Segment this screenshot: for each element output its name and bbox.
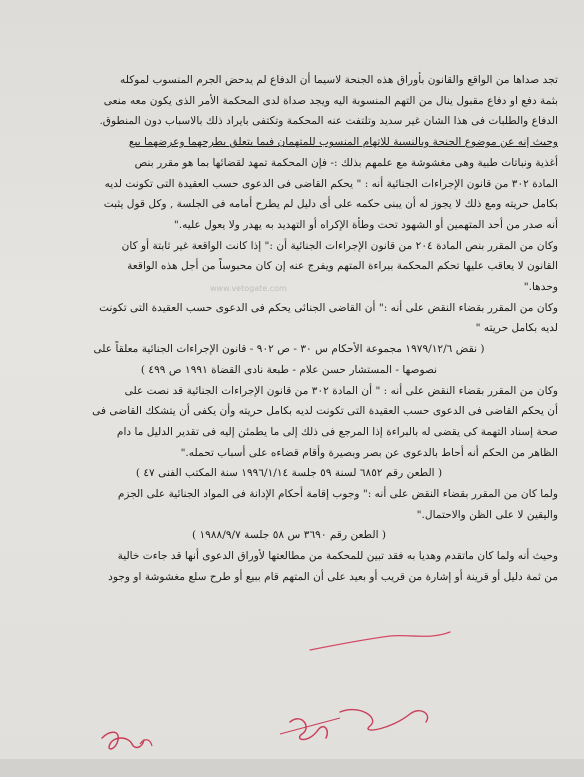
paragraph-line: واليقين لا على الظن والاحتمال." — [416, 508, 558, 521]
paragraph-line: بثمة دفع او دفاع مقبول ينال من التهم المنسوبة اليه ويجد صداة لدى المحكمة الأمر الذى يكون معه منعى — [103, 94, 558, 107]
citation-line: ( الطعن رقم ٦٨٥٢ لسنة ٥٩ جلسة ١٩٩٦/١/١٤ سنة المكتب الفنى ٤٧ ) — [135, 467, 443, 480]
paragraph-line: وحدها." — [523, 281, 558, 294]
handwritten-mark — [300, 610, 480, 670]
citation-line: ( نقض ١٩٧٩/١٢/٦ مجموعة الأحكام س ٣٠ - ص ٩٠٢ - قانون الإجراءات الجنائية معلقاً على — [93, 343, 485, 356]
paragraph-line: لديه بكامل حريته " — [475, 322, 558, 335]
paragraph-line: الظاهر من الحكم أنه أحاط بالدعوى عن بصر وبصيرة وأقام قضاءه على أسباب تحمله." — [180, 446, 558, 459]
paragraph-line: المادة ٣٠٢ من قانون الإجراءات الجنائية أنه : " يحكم القاضى فى الدعوى حسب العقيدة التى تكونت لديه — [104, 177, 558, 190]
watermark-url: www.vetogate.com — [210, 284, 287, 293]
citation-line: ( الطعن رقم ٣٦٩٠ س ٥٨ جلسة ١٩٨٨/٩/٧ ) — [191, 529, 387, 542]
citation-line: نصوصها - المستشار حسن علام - طبعة نادى القضاة ١٩٩١ ص ٤٩٩ ) — [140, 363, 438, 376]
paragraph-line: الدفاع والطلبات فى هذا الشان غير سديد وتلتفت عنه المحكمة وتكتفى بايراد ذلك بالاسباب دون المنطوق. — [99, 115, 558, 128]
paragraph-line: صحة إسناد التهمة كى يقضى له بالبراءة إذا المرجع فى ذلك إلى ما يطمئن إليه فى تقدير الدليل ما دام — [116, 425, 558, 438]
paragraph-line: ولما كان من المقرر بقضاء النقض على أنه :" وجوب إقامة أحكام الإدانة فى المواد الجنائية على الجزم — [117, 488, 558, 501]
paragraph-line: تجد صداها من الواقع والقانون بأوراق هذه الجنحة لاسيما أن الدفاع لم يدحض الجرم المنسوب لموكله — [120, 74, 558, 86]
paragraph-line: بكامل حريته ومع ذلك لا يجوز له أن يبنى حكمه على أى دليل لم يطرح أمامه فى الجلسة , وكل قول يثبت — [103, 198, 558, 211]
document-body — [20, 70, 558, 588]
section-heading-line: وحيث إنه عن موضوع الجنحة وبالنسبة للاتهام المنسوب للمتهمان فيما يتعلق بطرحهما وعرضهما بيع — [128, 136, 558, 149]
paragraph-line: أن يحكم القاضى فى الدعوى حسب العقيدة التى تكونت لديه بكامل حريته وأن يكفى أن يتشكك القاضى فى — [92, 405, 558, 418]
paragraph-line: أغذية ونباتات طبية وهى مغشوشة مع علمهم بذلك :- فإن المحكمة تمهد لقضائها بما هو مقرر بنص — [134, 156, 558, 169]
paragraph-line: أنه صدر من أحد المتهمين أو الشهود تحت وطأة الإكراه أو التهديد به يهدر ولا يعول عليه." — [173, 218, 558, 231]
bottom-shadow — [0, 759, 584, 777]
paragraph-line: وكان من المقرر بنص المادة ٢٠٤ من قانون الإجراءات الجنائية أن :" إذا كانت الواقعة غير ثابتة أو كان — [121, 239, 558, 252]
paragraph-line: من ثمة دليل أو قرينة أو إشارة من قريب أو بعيد على أن المتهم قام ببيع أو طرح سلع مغشوشة او وجود — [108, 570, 558, 583]
paragraph-line: وحيث أنه ولما كان ماتقدم وهديا به فقد تبين للمحكمة من مطالعتها لأوراق الدعوى أنها قد جاءت خالية — [117, 550, 558, 563]
paragraph-line: القانون لا يعاقب عليها تحكم المحكمة ببراءة المتهم ويفرج عنه إن كان محبوساً من أجل هذه الواقعة — [127, 260, 558, 273]
paragraph-line: وكان من المقرر بقضاء النقض على أنه : " أن المادة ٣٠٢ من قانون الإجراءات الجنائية قد نصت على — [124, 384, 558, 397]
paragraph-line: وكان من المقرر بقضاء النقض على أنه :" أن القاضى الجنائى يحكم فى الدعوى حسب العقيدة التى تكونت — [99, 301, 558, 314]
